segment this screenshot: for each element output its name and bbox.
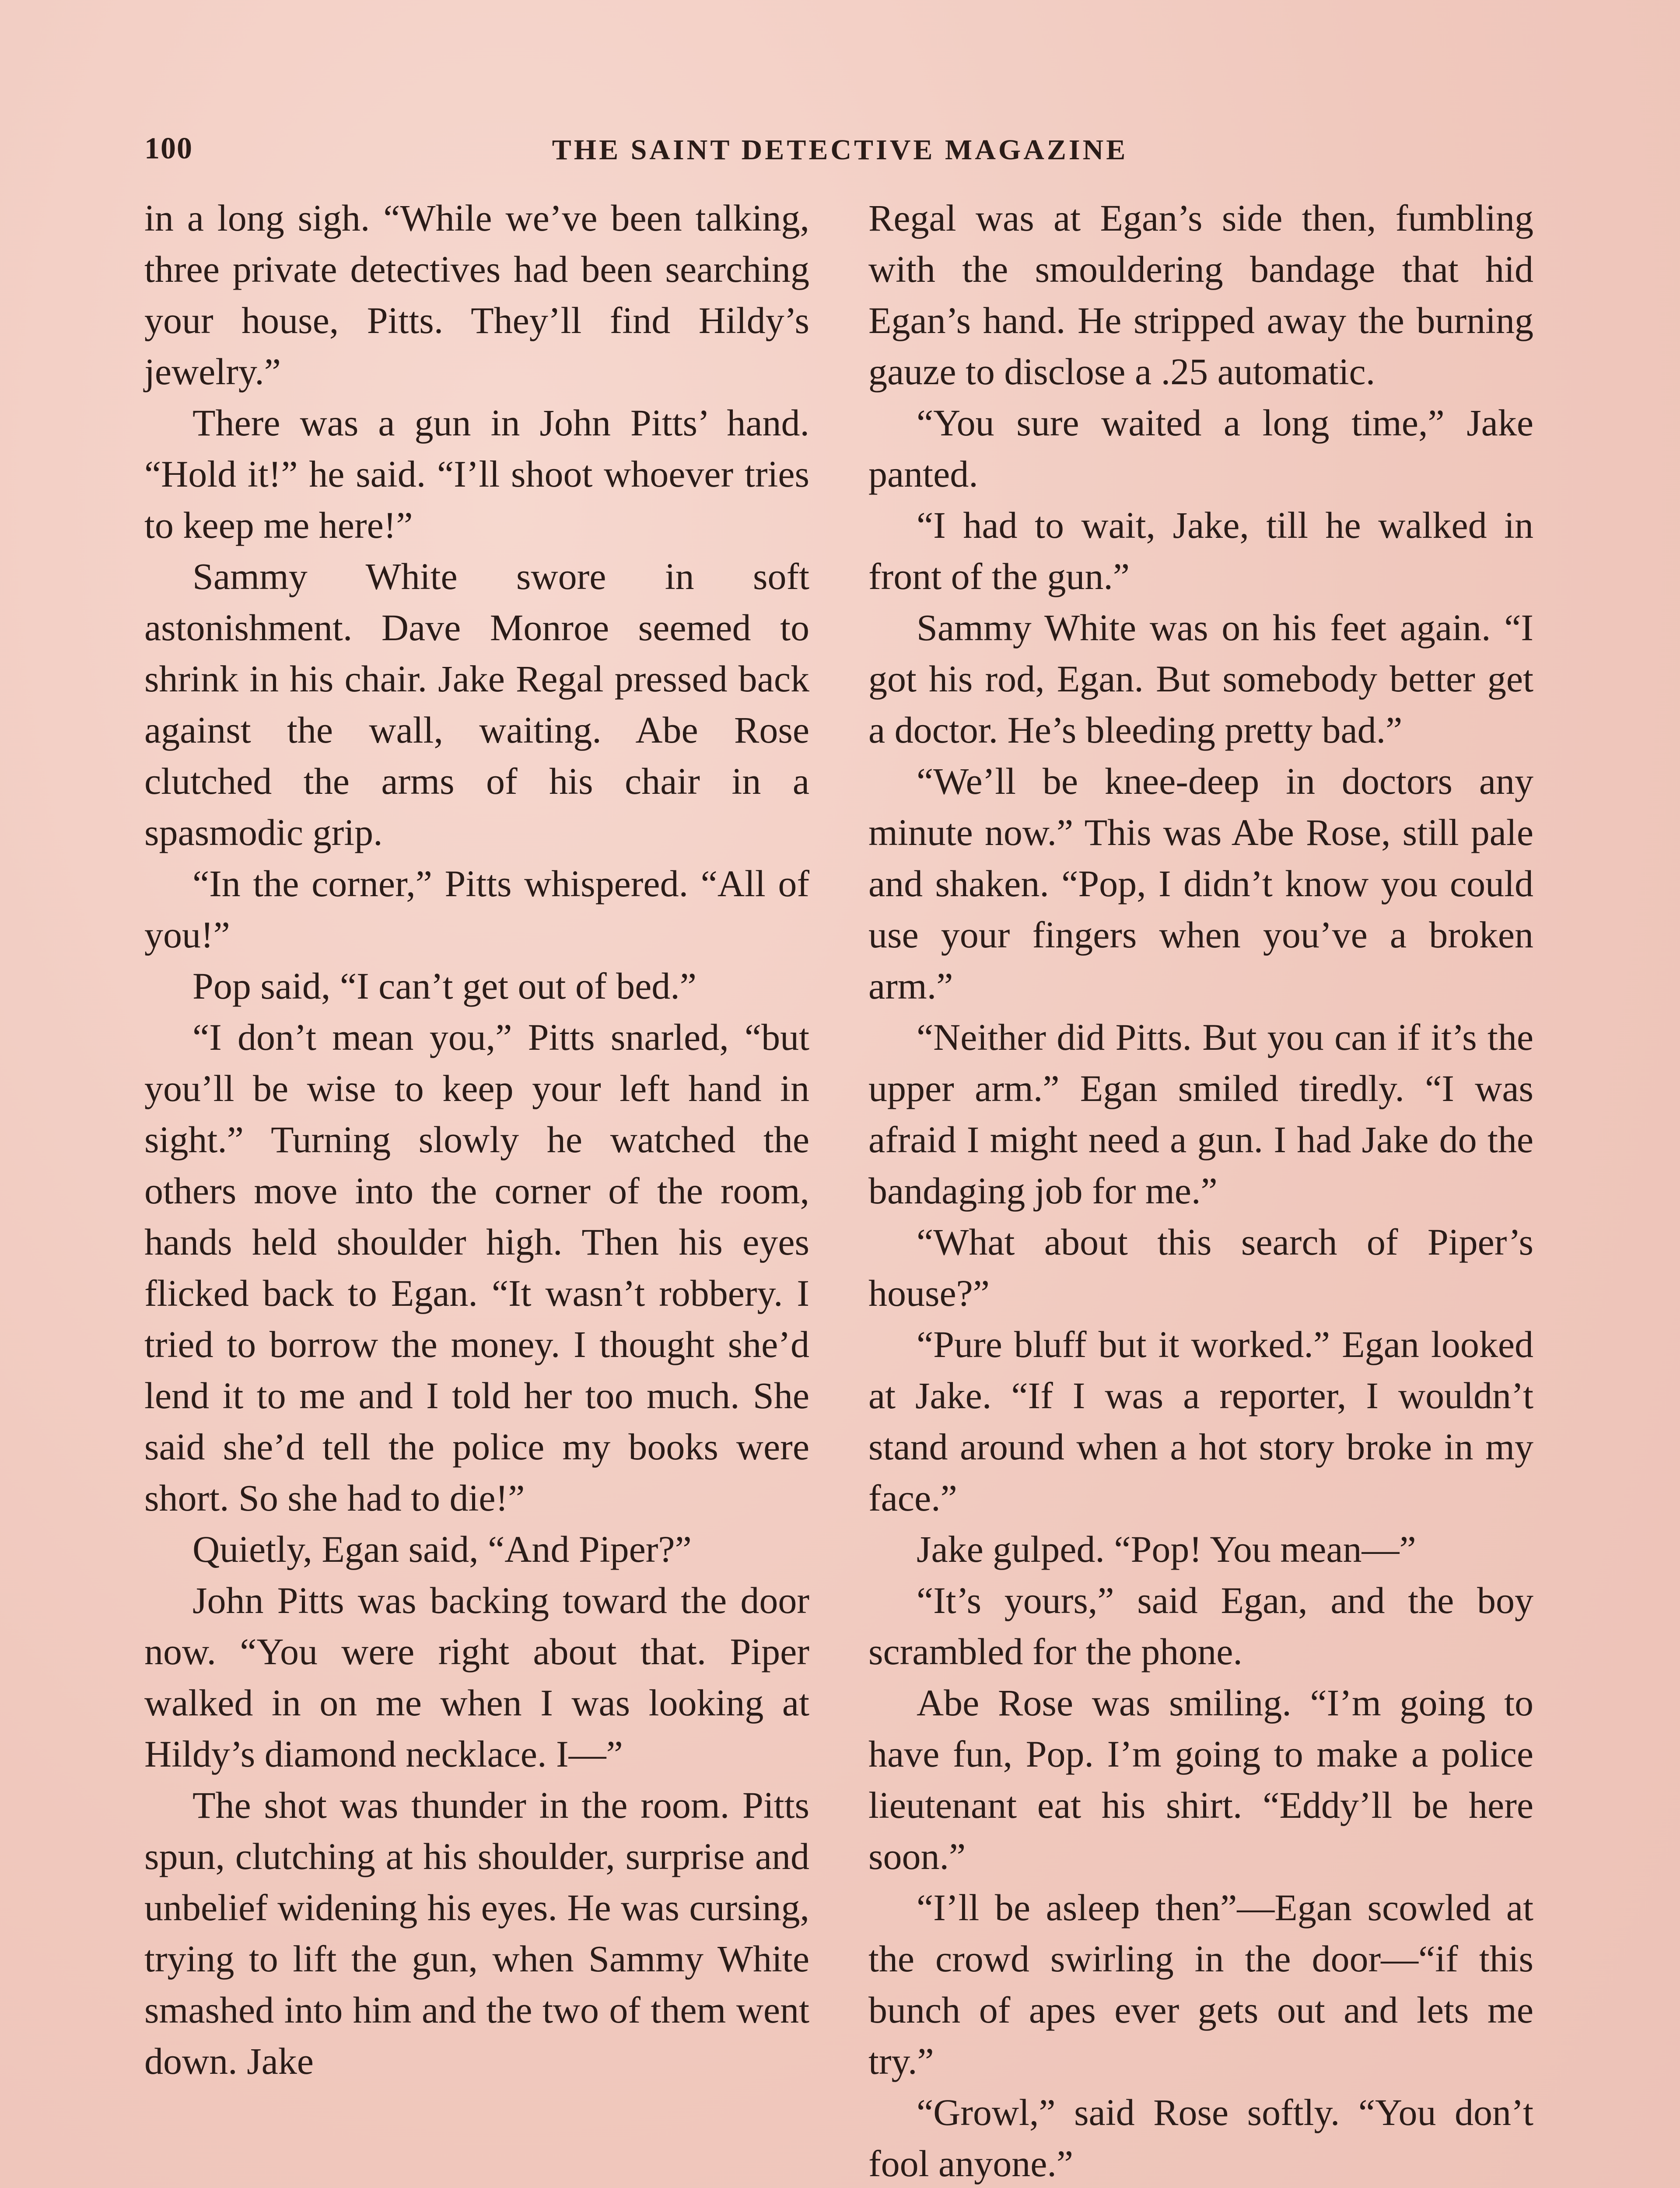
paragraph: “I had to wait, Jake, till he walked in front of the gun.” bbox=[868, 504, 1533, 597]
paragraph: “You sure waited a long time,” Jake panted. bbox=[868, 402, 1533, 495]
paragraph: Abe Rose was smiling. “I’m going to have fun, Pop. I’m going to make a police lieutenant eat his shirt. “Eddy’ll be here soon.” bbox=[868, 1682, 1533, 1877]
page-number: 100 bbox=[144, 132, 193, 165]
paragraph: “It’s yours,” said Egan, and the boy scrambled for the phone. bbox=[868, 1579, 1533, 1673]
paragraph: John Pitts was backing toward the door now. “You were right about that. Piper walked in on me when I was looking at Hildy’s diamond necklace. I—” bbox=[144, 1579, 809, 1775]
paragraph: Pop said, “I can’t get out of bed.” bbox=[192, 965, 696, 1007]
paragraph: “What about this search of Piper’s house?” bbox=[868, 1221, 1533, 1314]
paragraph: Sammy White was on his feet again. “I got his rod, Egan. But somebody better get a doctor. He’s bleeding pretty bad.” bbox=[868, 607, 1533, 751]
paragraph: Sammy White swore in soft astonishment. Dave Monroe seemed to shrink in his chair. Jake Regal pressed back against the wall, waiting. Abe Rose clutched the arms of his chair in a spasmodic grip. bbox=[144, 555, 809, 853]
paragraph: Quietly, Egan said, “And Piper?” bbox=[192, 1528, 692, 1570]
paragraph: “Pure bluff but it worked.” Egan looked at Jake. “If I was a reporter, I wouldn’t stand around when a hot story broke in my face.” bbox=[868, 1323, 1533, 1519]
paragraph: The shot was thunder in the room. Pitts spun, clutching at his shoulder, surprise and unbelief widening his eyes. He was cursing, trying to lift the gun, when Sammy White smashed into him and the two of them went down. Jake bbox=[144, 1784, 809, 2082]
left-column bbox=[144, 193, 809, 2087]
paragraph: There was a gun in John Pitts’ hand. “Hold it!” he said. “I’ll shoot whoever tries to keep me here!” bbox=[144, 402, 809, 546]
paragraph: “In the corner,” Pitts whispered. “All of you!” bbox=[144, 863, 809, 956]
paragraph: “We’ll be knee-deep in doctors any minute now.” This was Abe Rose, still pale and shaken. “Pop, I didn’t know you could use your fingers when you’ve a broken arm.” bbox=[868, 760, 1533, 1007]
paragraph: “Growl,” said Rose softly. “You don’t fool anyone.” bbox=[868, 2091, 1533, 2184]
paragraph: “I don’t mean you,” Pitts snarled, “but you’ll be wise to keep your left hand in sight.” Turning slowly he watched the others move into the corner of the room, hands held shoulder high. Then his eyes flicked back to Egan. “It wasn’t robbery. I tried to borrow the money. I thought she’d lend it to me and I told her too much. She said she’d tell the police my books were short. So she had to die!” bbox=[144, 1016, 809, 1519]
paragraph: in a long sigh. “While we’ve been talking, three private detectives had been searching your house, Pitts. They’ll find Hildy’s jewelry.” bbox=[144, 197, 809, 393]
paragraph: Regal was at Egan’s side then, fumbling with the smouldering bandage that hid Egan’s hand. He stripped away the burning gauze to disclose a .25 automatic. bbox=[868, 197, 1533, 393]
running-head: THE SAINT DETECTIVE MAGAZINE bbox=[552, 134, 1128, 166]
paragraph: Jake gulped. “Pop! You mean—” bbox=[917, 1528, 1416, 1570]
right-column bbox=[868, 193, 1533, 2188]
paragraph: “Neither did Pitts. But you can if it’s the upper arm.” Egan smiled tiredly. “I was afraid I might need a gun. I had Jake do the bandaging job for me.” bbox=[868, 1016, 1533, 1212]
paragraph: “I’ll be asleep then”—Egan scowled at the crowd swirling in the door—“if this bunch of apes ever gets out and lets me try.” bbox=[868, 1886, 1533, 2082]
